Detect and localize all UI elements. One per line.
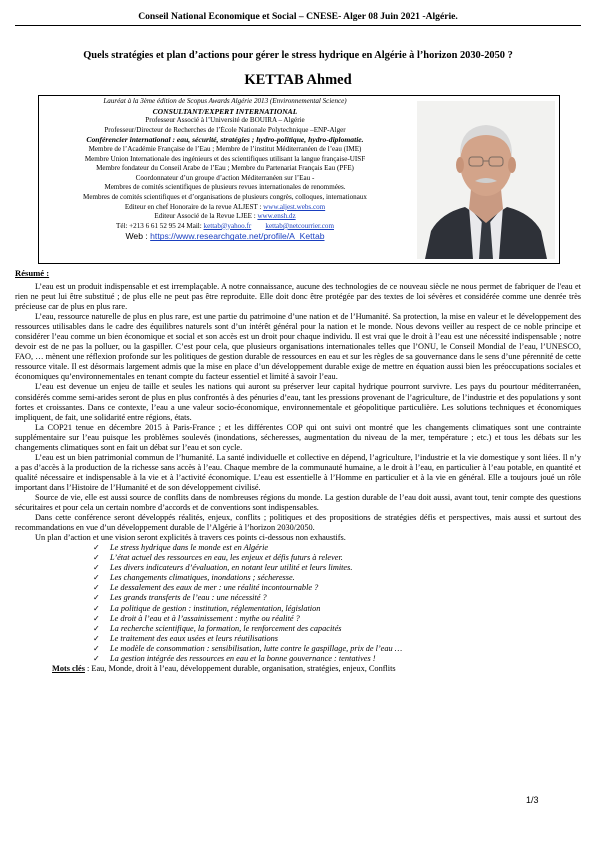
keywords-label: Mots clés — [52, 663, 85, 673]
list-item: ✓ L’état actuel des ressources en eau, les enjeux et défis futurs à relever. — [93, 553, 343, 563]
checkmark-icon: ✓ — [93, 593, 100, 603]
bio-line: Coordonnateur d’un groupe d’action Méditerranéen sur l’Eau - — [135, 173, 315, 182]
bio-line: Membre de l’Académie Française de l’Eau ; Membre de l’institut Méditerranéen de l’eau (IME) — [88, 144, 362, 153]
keywords-text: : Eau, Monde, droit à l’eau, développement durable, organisation, stratégies, enjeux, Conflits — [84, 663, 396, 673]
checkmark-icon: ✓ — [93, 543, 100, 553]
abstract-paragraph: L’eau est devenue un enjeu de taille et seules les nations qui auront su préserver leur capital hydrique pourront survivre. Les pays du pourtour méditerranéen, considérés comme semi-arides seront de plus en plus confrontés à des pénuries d’eau, tant les pressions provenant de l’agriculture, de l’industrie et des populations y sont fortes et croissantes. Dans ce contexte, l’eau a une valeur socio-économique, environnementale et géopolitique particulière. Les solutions techniques et économiques impliquent, de fait, une solidarité entre régions, états. — [15, 382, 581, 422]
checkmark-icon: ✓ — [93, 623, 100, 633]
checkmark-icon: ✓ — [93, 653, 100, 663]
list-item: ✓ La gestion intégrée des ressources en eau et la bonne gouvernance : tentatives ! — [93, 653, 376, 663]
bio-ljee — [39, 212, 411, 222]
bio-line: Membre Union Internationale des ingénieurs et des scientifiques utilisant la langue française-UISF — [84, 154, 366, 163]
mail-link-2[interactable]: kettab@netcourrier.com — [265, 221, 334, 230]
list-item: ✓ La politique de gestion : institution, réglementation, législation — [93, 603, 321, 613]
abstract-paragraph: Source de vie, elle est aussi source de conflits dans de nombreuses régions du monde. La gestion durable de l’eau doit aussi, avant tout, tenir compte des questions sécuritaires et pour cela un certain nombre d’accords et de conventions sont indispensables. — [15, 492, 581, 513]
bio-conferencier: Conférencier international : eau, sécurité, stratégies ; hydro-politique, hydro-diplomatie. — [86, 135, 364, 145]
resume-heading: Résumé : — [15, 268, 50, 278]
header-rule — [15, 25, 581, 26]
bio-web-label: Web : — [125, 231, 151, 242]
checkmark-icon: ✓ — [93, 553, 100, 563]
bio-contact — [39, 222, 411, 232]
checkmark-icon: ✓ — [93, 613, 100, 623]
researchgate-link[interactable]: https://www.researchgate.net/profile/A_Kettab — [150, 231, 325, 242]
abstract-paragraph: L’eau est un produit indispensable et est irremplaçable. A notre connaissance, aucune des technologies de ce nouveau siècle ne nous permet de fabriquer de l'eau et rien ne peut lui être substitué ; de plus elle ne peut pas être reproduite. Elle doit donc être protégée par des textes de loi sévères et considérée comme une denrée très précieuse car de plus en plus rare. — [15, 282, 581, 312]
checkmark-icon: ✓ — [93, 603, 100, 613]
list-item: ✓ La recherche scientifique, la formation, le renforcement des capacités — [93, 623, 342, 633]
bio-line: Membres de comités scientifiques et d’organisations de plusieurs congrès, colloques, internationaux — [83, 192, 367, 201]
abstract-body — [15, 282, 581, 674]
aljest-link[interactable]: www.aljest.webs.com — [263, 202, 326, 211]
bio-aljest — [39, 203, 411, 213]
checkmark-icon: ✓ — [93, 583, 100, 593]
checkmark-icon: ✓ — [93, 573, 100, 583]
bio-role: CONSULTANT/EXPERT INTERNATIONAL — [152, 106, 298, 116]
page-header: Conseil National Economique et Social – CNESE- Alger 08 Juin 2021 -Algérie. — [138, 11, 458, 22]
bio-aljest-label: Editeur en chef Honoraire de la revue ALJEST : — [124, 202, 264, 211]
abstract-paragraph: La COP21 tenue en décembre 2015 à Paris-France ; et les différentes COP qui ont suivi ont montré que les changements climatiques sont une contrainte supplémentaire sur l’eau puisque les problèmes soulevés (inondations, sécheresses, augmentation du niveau de la mer, température ; etc.) et tous les débats sur les changements climatiques sont en fait un débat sur l’eau et son cycle. — [15, 422, 581, 452]
bio-web — [39, 231, 411, 242]
ljee-link[interactable]: www.ensh.dz — [257, 212, 296, 221]
checkmark-icon: ✓ — [93, 643, 100, 653]
author-name: KETTAB Ahmed — [244, 72, 352, 88]
checkmark-icon: ✓ — [93, 633, 100, 643]
author-photo — [417, 101, 555, 259]
bio-laureat: Lauréat à la 3ème édition de Scopus Awards Algérie 2013 (Environnemental Science) — [103, 97, 347, 105]
bio-ljee-label: Editeur Associé de la Revue LJEE : — [154, 212, 258, 221]
page-number: 1/3 — [526, 795, 539, 805]
checkmark-icon: ✓ — [93, 563, 100, 573]
author-bio-box — [38, 95, 560, 264]
list-item: ✓ Les grands transferts de l’eau : une nécessité ? — [93, 593, 267, 603]
bio-line: Membres de comités scientifiques de plusieurs revues internationales de renommées. — [104, 183, 346, 192]
keywords — [52, 664, 581, 674]
list-item: ✓ Le traitement des eaux usées et leurs réutilisations — [93, 633, 278, 643]
list-item: ✓ Les changements climatiques, inondations ; sécheresse. — [93, 573, 295, 583]
list-item: ✓ Les divers indicateurs d’évaluation, en notant leur utilité et leurs limites. — [93, 563, 353, 573]
bio-line: Professeur/Directeur de Recherches de l’École Nationale Polytechnique –ENP-Alger — [104, 125, 346, 134]
bio-line: Membre fondateur du Conseil Arabe de l’Eau ; Membre du Partenariat Français Eau (PFE) — [96, 164, 354, 173]
author-portrait-icon — [417, 101, 555, 259]
bio-tel-mail-label: Tél: +213 6 61 52 95 24 Mail: — [115, 221, 204, 230]
bio-line: Professeur Associé à l’Université de BOUIRA – Algérie — [145, 116, 305, 125]
mail-link-1[interactable]: kettab@yahoo.fr — [203, 221, 252, 230]
abstract-paragraph: L’eau est un bien patrimonial commun de l’humanité. La santé individuelle et collective en dépend, l’agriculture, l’industrie et la vie domestique y sont liées. Il n’y a pas d’accès à la production de la richesse sans accès à l’eau. Chaque membre de la communauté humaine, a le droit à l’eau, en particulier à l’eau potable, en quantité et qualité nécessaire et indispensable à la vie et à l’activité économique. L’eau est essentielle à l’Homme en particulier et à la vie en général. Elle a toujours joué un rôle important dans l’Histoire de l’Humanité et de son développement civilisé. — [15, 452, 581, 492]
paper-title: Quels stratégies et plan d’actions pour gérer le stress hydrique en Algérie à l’horizon 2030-2050 ? — [83, 50, 513, 61]
abstract-paragraph: Un plan d’action et une vision seront explicités à travers ces points ci-dessous non exhaustifs. — [35, 533, 346, 543]
list-item: ✓ Le dessalement des eaux de mer : une réalité incontournable ? — [93, 583, 319, 593]
list-item: ✓ Le stress hydrique dans le monde est en Algérie — [93, 543, 269, 553]
list-item: ✓ Le modèle de consommation : sensibilisation, lutte contre le gaspillage, prix de l’eau … — [93, 643, 403, 653]
bio-text — [39, 97, 411, 242]
abstract-paragraph: Dans cette conférence seront développés réalités, enjeux, conflits ; politiques et des propositions de stratégies défis et perspectives, mais aussi et surtout des recommandations en vue d’un développement durable de l’Algérie à l’horizon 2030/2050. — [15, 513, 581, 533]
abstract-paragraph: L’eau, ressource naturelle de plus en plus rare, est une partie du patrimoine d’une nation et de l’Humanité. Sa protection, la mise en valeur et le développement des ressources utilisables dans le cadre des équilibres naturels sont d’un intérêt général pour la nation et le monde. Nous devons veiller au respect de ce noble principe et considérer l’eau comme un bien économique et social et son accès est un droit pour chaque individu. Il est vrai que le droit à l’eau est une nécessité indispensable ; notre devoir est de ne pas la polluer, ou la gaspiller. C’est pour cela, que plusieurs organisations internationales telles que l’ONU, le Conseil Mondial de l’eau, l’UNESCO, FAO, … mènent une réflexion profonde sur les politiques de gestion durable de ressources en eau et sur les règles de sa gouvernance dans le sens d’une pérennité de cette ressource vitale. Il est désormais largement admis que la mise en place d’un développement durable exige de mettre en équation aussi bien les préoccupations sociales et économiques qu’environnementales en tenant compte du facteur essentiel et limité à savoir l’eau. — [15, 312, 581, 382]
action-plan-list — [15, 543, 581, 664]
list-item: ✓ Le droit à l’eau et à l’assainissement : mythe ou réalité ? — [93, 613, 300, 623]
